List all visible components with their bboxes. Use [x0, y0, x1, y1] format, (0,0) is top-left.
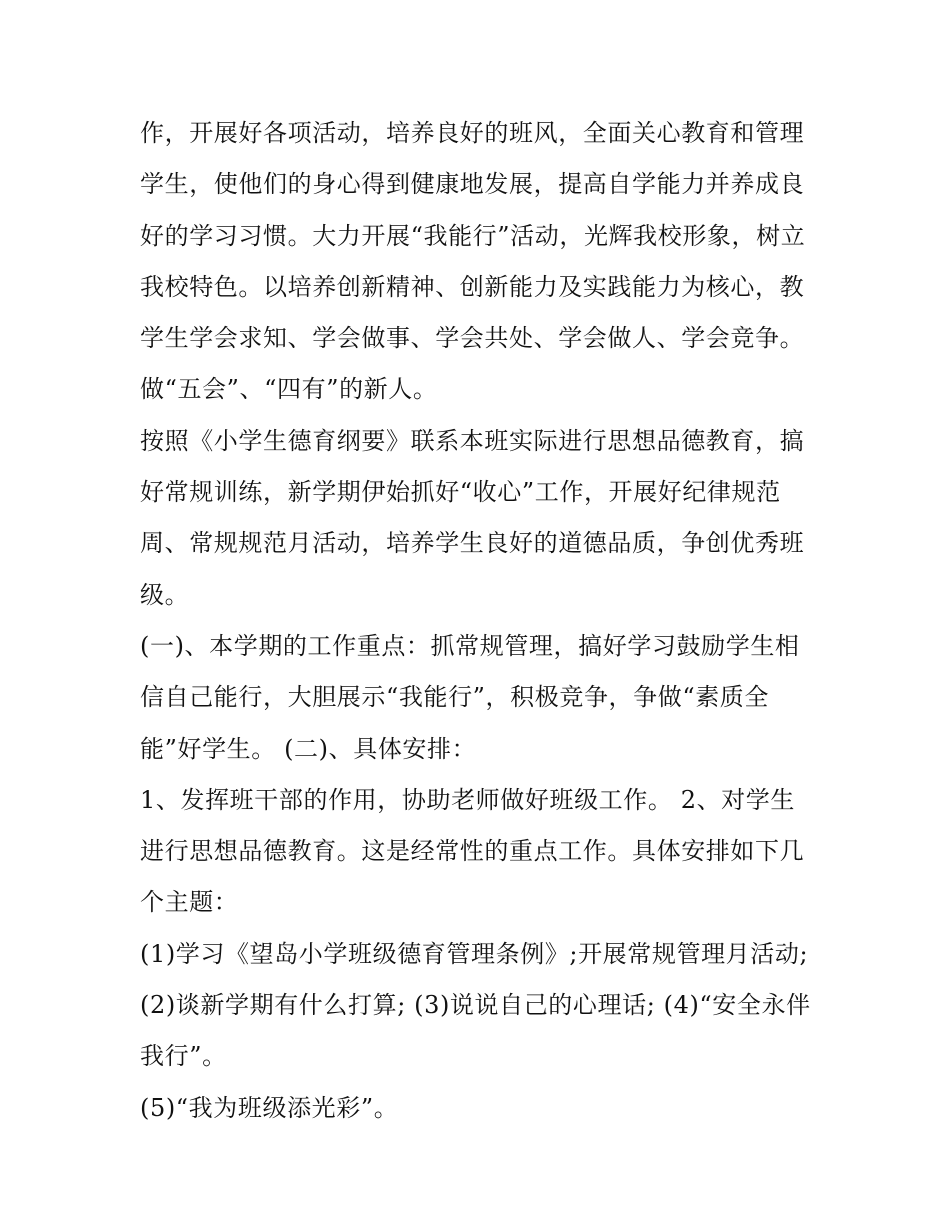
document-page [140, 108, 820, 1134]
text-line: 周、常规规范月活动，培养学生良好的道德品质，争创优秀班 [140, 529, 805, 558]
text-line: 1、发挥班干部的作用，协助老师做好班级工作。 2、对学生 [140, 785, 795, 814]
text-line: 我行”。 [140, 1042, 227, 1071]
text-line: 信自己能行，大胆展示“我能行”，积极竞争，争做“素质全 [140, 683, 770, 712]
text-line: 学生，使他们的身心得到健康地发展，提高自学能力并养成良 [140, 170, 805, 199]
text-line: 作，开展好各项活动，培养良好的班风，全面关心教育和管理 [140, 119, 805, 147]
text-line: 做“五会”、“四有”的新人。 [140, 375, 438, 404]
text-line: (一)、本学期的工作重点：抓常规管理，搞好学习鼓励学生相 [140, 631, 800, 660]
text-line: 按照《小学生德育纲要》联系本班实际进行思想品德教育，搞 [140, 426, 805, 455]
text-line: 好常规训练，新学期伊始抓好“收心”工作，开展好纪律规范 [140, 478, 781, 507]
text-line: 我校特色。以培养创新精神、创新能力及实践能力为核心，教 [140, 272, 805, 301]
text-line: (1)学习《望岛小学班级德育管理条例》;开展常规管理月活动; [140, 939, 809, 968]
text-line: 级。 [140, 580, 190, 609]
text-line: (2)谈新学期有什么打算; (3)说说自己的心理话; (4)“安全永伴 [140, 991, 811, 1020]
text-line: 好的学习习惯。大力开展“我能行”活动，光辉我校形象，树立 [140, 221, 806, 250]
text-line: 个主题： [140, 888, 239, 917]
text-line: (5)“我为班级添光彩”。 [140, 1093, 399, 1122]
text-line: 能”好学生。 (二)、具体安排： [140, 734, 477, 763]
text-line: 进行思想品德教育。这是经常性的重点工作。具体安排如下几 [140, 837, 805, 866]
text-line: 学生学会求知、学会做事、学会共处、学会做人、学会竞争。 [140, 324, 805, 353]
